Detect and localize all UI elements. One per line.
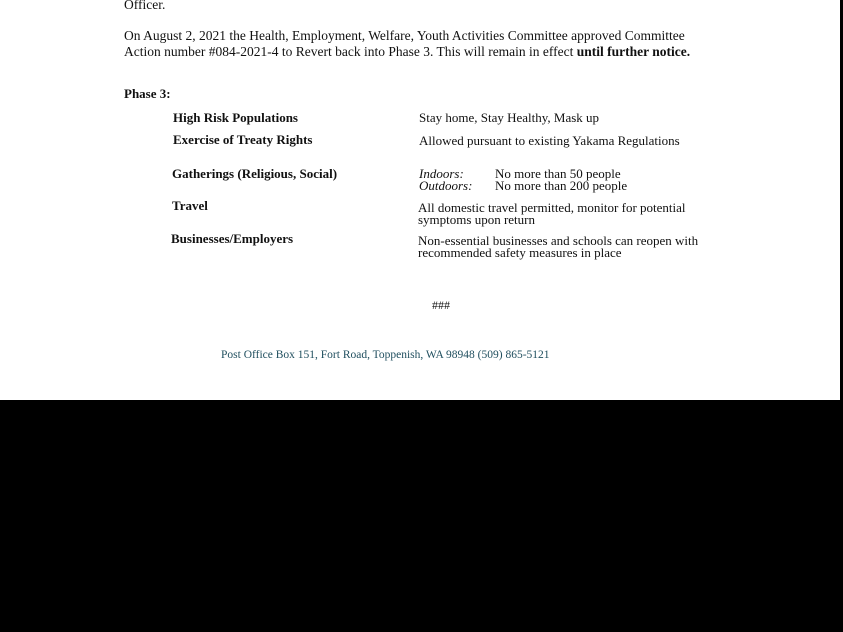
main-paragraph-emphasis: until further notice.: [576, 44, 691, 59]
indoors-value: No more than 50 people: [495, 166, 621, 181]
row-label-travel: Travel: [172, 198, 208, 213]
footer-address: Post Office Box 151, Fort Road, Toppenish, WA 98948 (509) 865-5121: [221, 349, 550, 361]
row-value-travel: All domestic travel permitted, monitor for potential symptoms upon return: [418, 200, 686, 227]
row-label-treaty-rights: Exercise of Treaty Rights: [173, 132, 313, 147]
row-label-high-risk: High Risk Populations: [173, 110, 298, 125]
outdoors-value: No more than 200 people: [495, 177, 628, 193]
row-label-gatherings: Gatherings (Religious, Social): [172, 166, 338, 181]
main-paragraph: [124, 28, 724, 60]
row-label-businesses: Businesses/Employers: [171, 231, 294, 246]
row-value-high-risk: Stay home, Stay Healthy, Mask up: [419, 110, 600, 125]
row-value-businesses: Non-essential businesses and schools can reopen with recommended safety measures in place: [418, 233, 699, 260]
indoors-label: Indoors:: [419, 166, 464, 181]
intro-fragment: Officer.: [124, 0, 166, 12]
row-value-gatherings: [419, 168, 729, 191]
main-paragraph-text: On August 2, 2021 the Health, Employment, Welfare, Youth Activities Committee approved Committee Action number #084-2021-4 to Revert back into Phase 3. This will remain in effect: [124, 28, 685, 59]
outdoors-label: Outdoors:: [419, 177, 473, 193]
end-marker: ###: [432, 298, 450, 312]
row-value-treaty-rights: Allowed pursuant to existing Yakama Regulations: [419, 133, 680, 148]
phase-heading: Phase 3:: [124, 86, 171, 101]
outdoors-line: [419, 177, 729, 193]
